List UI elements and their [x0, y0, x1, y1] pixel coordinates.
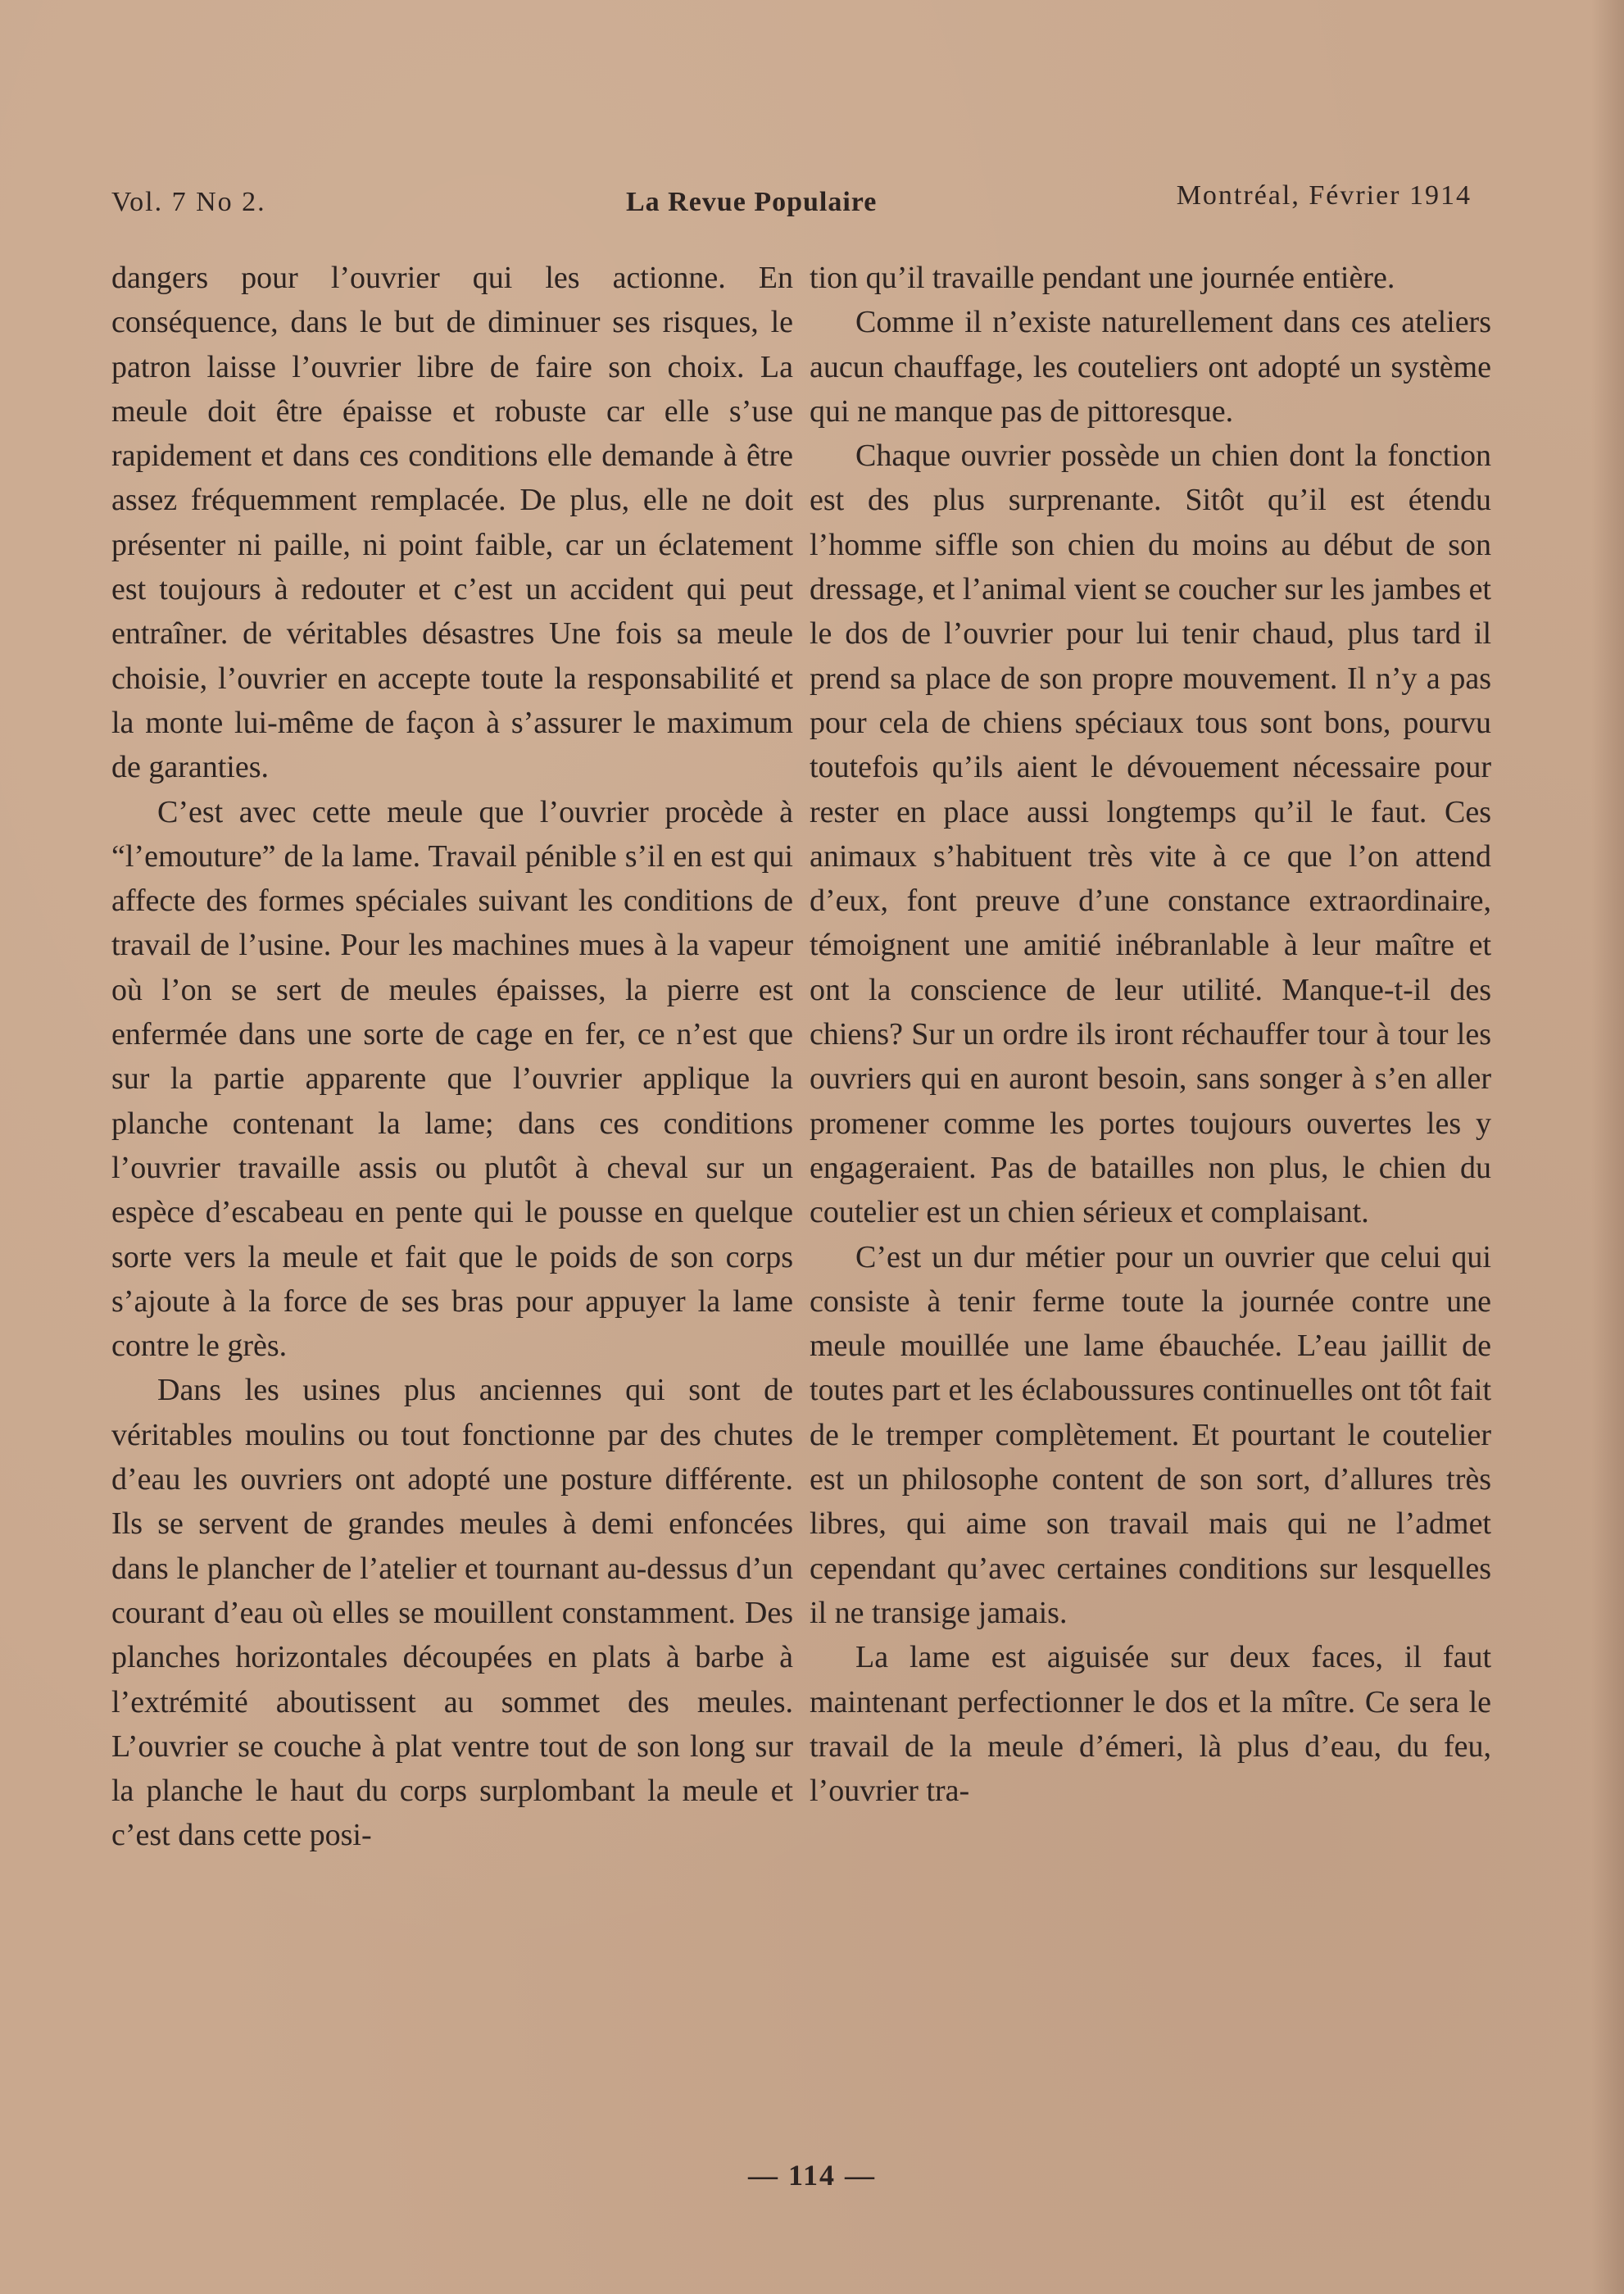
paragraph: La lame est aiguisée sur deux faces, il faut maintenant perfectionner le dos et la mître. Ce sera le travail de la meule d’émeri, là plus d’eau, du feu, l’ouvrier tra-: [810, 1640, 1491, 1809]
running-header: [111, 180, 1472, 236]
page-edge-shadow: [1591, 0, 1624, 2294]
paragraph: tion qu’il travaille pendant une journée entière.: [810, 261, 1395, 295]
paragraph: Dans les usines plus anciennes qui sont de véritables moulins ou tout fonctionne par des chutes d’eau les ouvriers ont adopté une posture différente. Ils se servent de grandes meules à demi enfoncées dans le plancher de l’atelier et tournant au-dessus d’un courant d’eau où elles se mouillent constamment. Des planches horizontales découpées en plats à barbe à l’extrémité aboutissent au sommet des meules. L’ouvrier se couche à plat ventre tout de son long sur la planche le haut du corps surplombant la meule et c’est dans cette posi-: [111, 1373, 793, 1853]
volume-number: Vol. 7 No 2.: [111, 187, 266, 217]
paragraph: Chaque ouvrier possède un chien dont la fonction est des plus surprenante. Sitôt qu’il est étendu l’homme siffle son chien du moins au début de son dressage, et l’animal vient se coucher sur les jambes et le dos de l’ouvrier pour lui tenir chaud, plus tard il prend sa place de son propre mouvement. Il n’y a pas pour cela de chiens spéciaux tous sont bons, pourvu toutefois qu’ils aient le dévouement nécessaire pour rester en place aussi longtemps qu’il le faut. Ces animaux s’habituent très vite à ce que l’on attend d’eux, font preuve d’une constance extraordinaire, témoignent une amitié inébranlable à leur maître et ont la conscience de leur utilité. Manque-t-il des chiens? Sur un ordre ils iront réchauffer tour à tour les ouvriers qui en auront besoin, sans songer à s’en aller promener comme les portes toujours ouvertes les y engageraient. Pas de batailles non plus, le chien du coutelier est un chien sérieux et complaisant.: [810, 438, 1491, 1230]
left-column: [111, 256, 793, 1858]
paragraph: dangers pour l’ouvrier qui les actionne. En conséquence, dans le but de diminuer ses risques, le patron laisse l’ouvrier libre de faire son choix. La meule doit être épaisse et robuste car elle s’use rapidement et dans ces conditions elle demande à être assez fréquemment remplacée. De plus, elle ne doit présenter ni paille, ni point faible, car un éclatement est toujours à redouter et c’est un accident qui peut entraîner. de véritables désastres Une fois sa meule choisie, l’ouvrier en accepte toute la responsabilité et la monte lui-même de façon à s’assurer le maximum de garanties.: [111, 261, 793, 785]
issue-date: Montréal, Février 1914: [1176, 180, 1472, 211]
paragraph: C’est avec cette meule que l’ouvrier procède à “l’emouture” de la lame. Travail pénible s’il en est qui affecte des formes spéciales suivant les conditions de travail de l’usine. Pour les machines mues à la vapeur où l’on se sert de meules épaisses, la pierre est enfermée dans une sorte de cage en fer, ce n’est que sur la partie apparente que l’ouvrier applique la planche contenant la lame; dans ces conditions l’ouvrier travaille assis ou plutôt à cheval sur un espèce d’escabeau en pente qui le pousse en quelque sorte vers la meule et fait que le poids de son corps s’ajoute à la force de ses bras pour appuyer la lame contre le grès.: [111, 794, 793, 1364]
journal-title: La Revue Populaire: [626, 187, 878, 217]
paragraph: C’est un dur métier pour un ouvrier que celui qui consiste à tenir ferme toute la journée contre une meule mouillée une lame ébauchée. L’eau jaillit de toutes part et les éclaboussures continuelles ont tôt fait de le tremper complètement. Et pourtant le coutelier est un philosophe content de son sort, d’allures très libres, qui aime son travail mais qui ne l’admet cependant qu’avec certaines conditions sur lesquelles il ne transige jamais.: [810, 1239, 1491, 1630]
page-number: — 114 —: [747, 2159, 876, 2192]
paragraph: Comme il n’existe naturellement dans ces ateliers aucun chauffage, les couteliers ont adopté un système qui ne manque pas de pittoresque.: [810, 305, 1491, 429]
right-column: [810, 256, 1491, 1813]
